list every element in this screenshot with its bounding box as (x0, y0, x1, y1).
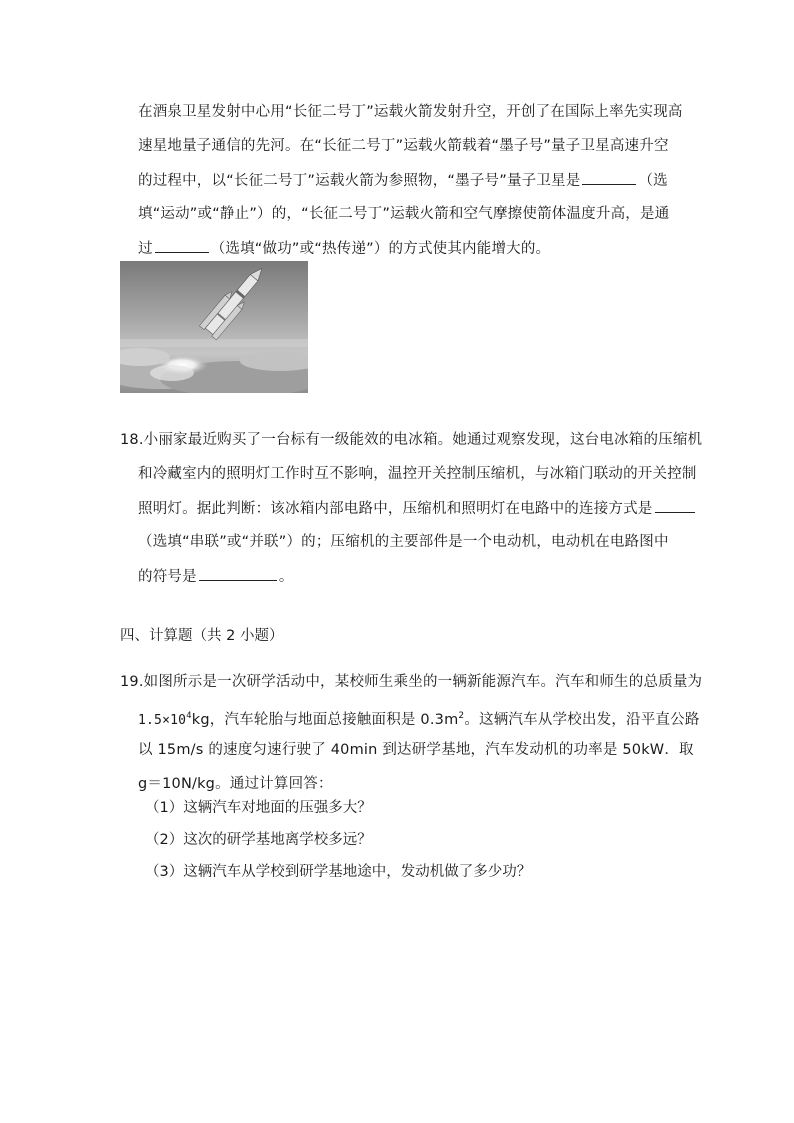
q18-line-1: 18.小丽家最近购买了一台标有一级能效的电冰箱。她通过观察发现，这台电冰箱的压缩机 (120, 432, 703, 448)
q17-line-4: 填“运动”或“静止”）的，“长征二号丁”运载火箭和空气摩擦使箭体温度升高，是通 (138, 206, 670, 222)
q17-line-3-text: 的过程中，以“长征二号丁”运载火箭为参照物，“墨子号”量子卫星是 (138, 173, 581, 189)
rocket-launch-illustration (120, 261, 308, 393)
q17-line-5 (138, 238, 550, 259)
answer-blank-energy[interactable] (155, 238, 209, 253)
q18-line-5-head: 的符号是 (138, 569, 197, 585)
q18-line-5 (138, 566, 294, 587)
answer-blank-motion[interactable] (582, 170, 636, 185)
q17-line-2: 速星地量子通信的先河。在“长征二号丁”运载火箭载着“墨子号”量子卫星高速升空 (138, 138, 669, 154)
q19-line-1: 19.如图所示是一次研学活动中，某校师生乘坐的一辆新能源汽车。汽车和师生的总质量为 (120, 674, 703, 690)
q18-line-4: （选填“串联”或“并联”）的；压缩机的主要部件是一个电动机，电动机在电路图中 (138, 534, 669, 550)
rocket-launch-photo (120, 261, 308, 393)
section-title-calculation: 四、计算题（共 2 小题） (120, 628, 284, 644)
q17-line-1: 在酒泉卫星发射中心用“长征二号丁”运载火箭发射升空，开创了在国际上率先实现高 (138, 104, 683, 120)
q19-line-3: 以 15m/s 的速度匀速行驶了 40min 到达研学基地，汽车发动机的功率是 50kW．取 (138, 742, 694, 758)
q17-line-5-head: 过 (138, 241, 153, 257)
q19-line-2-mid: kg，汽车轮胎与地面总接触面积是 0.3m (191, 711, 459, 728)
q19-mass-value: 1.5×10 (138, 712, 187, 728)
q19-line-2-tail: 。这辆汽车从学校出发，沿平直公路 (464, 711, 700, 728)
q18-line-3 (138, 498, 697, 519)
q19-mass-exponent: 4 (186, 711, 192, 721)
q17-line-5-tail: （选填“做功”或“热传递”）的方式使其内能增大的。 (210, 241, 551, 257)
q19-sub-question-3: （3）这辆汽车从学校到研学基地途中，发动机做了多少功？ (145, 864, 532, 880)
q19-line-2 (138, 706, 700, 731)
q19-area-exponent: 2 (458, 711, 465, 721)
q17-line-3 (138, 170, 668, 191)
q17-line-3-tail: （选 (638, 173, 668, 189)
q18-line-2: 和冷藏室内的照明灯工作时互不影响，温控开关控制压缩机，与冰箱门联动的开关控制 (138, 466, 697, 482)
q18-line-5-tail: 。 (278, 569, 294, 585)
q19-line-4: g＝10N/kg。通过计算回答： (138, 776, 333, 792)
q18-line-3-text: 照明灯。据此判断：该冰箱内部电路中，压缩机和照明灯在电路中的连接方式是 (138, 501, 653, 517)
q19-sub-question-1: （1）这辆汽车对地面的压强多大？ (145, 800, 372, 816)
q19-sub-question-2: （2）这次的研学基地离学校多远？ (145, 832, 372, 848)
answer-blank-connection[interactable] (655, 498, 695, 513)
answer-blank-motor-symbol[interactable] (199, 566, 277, 581)
